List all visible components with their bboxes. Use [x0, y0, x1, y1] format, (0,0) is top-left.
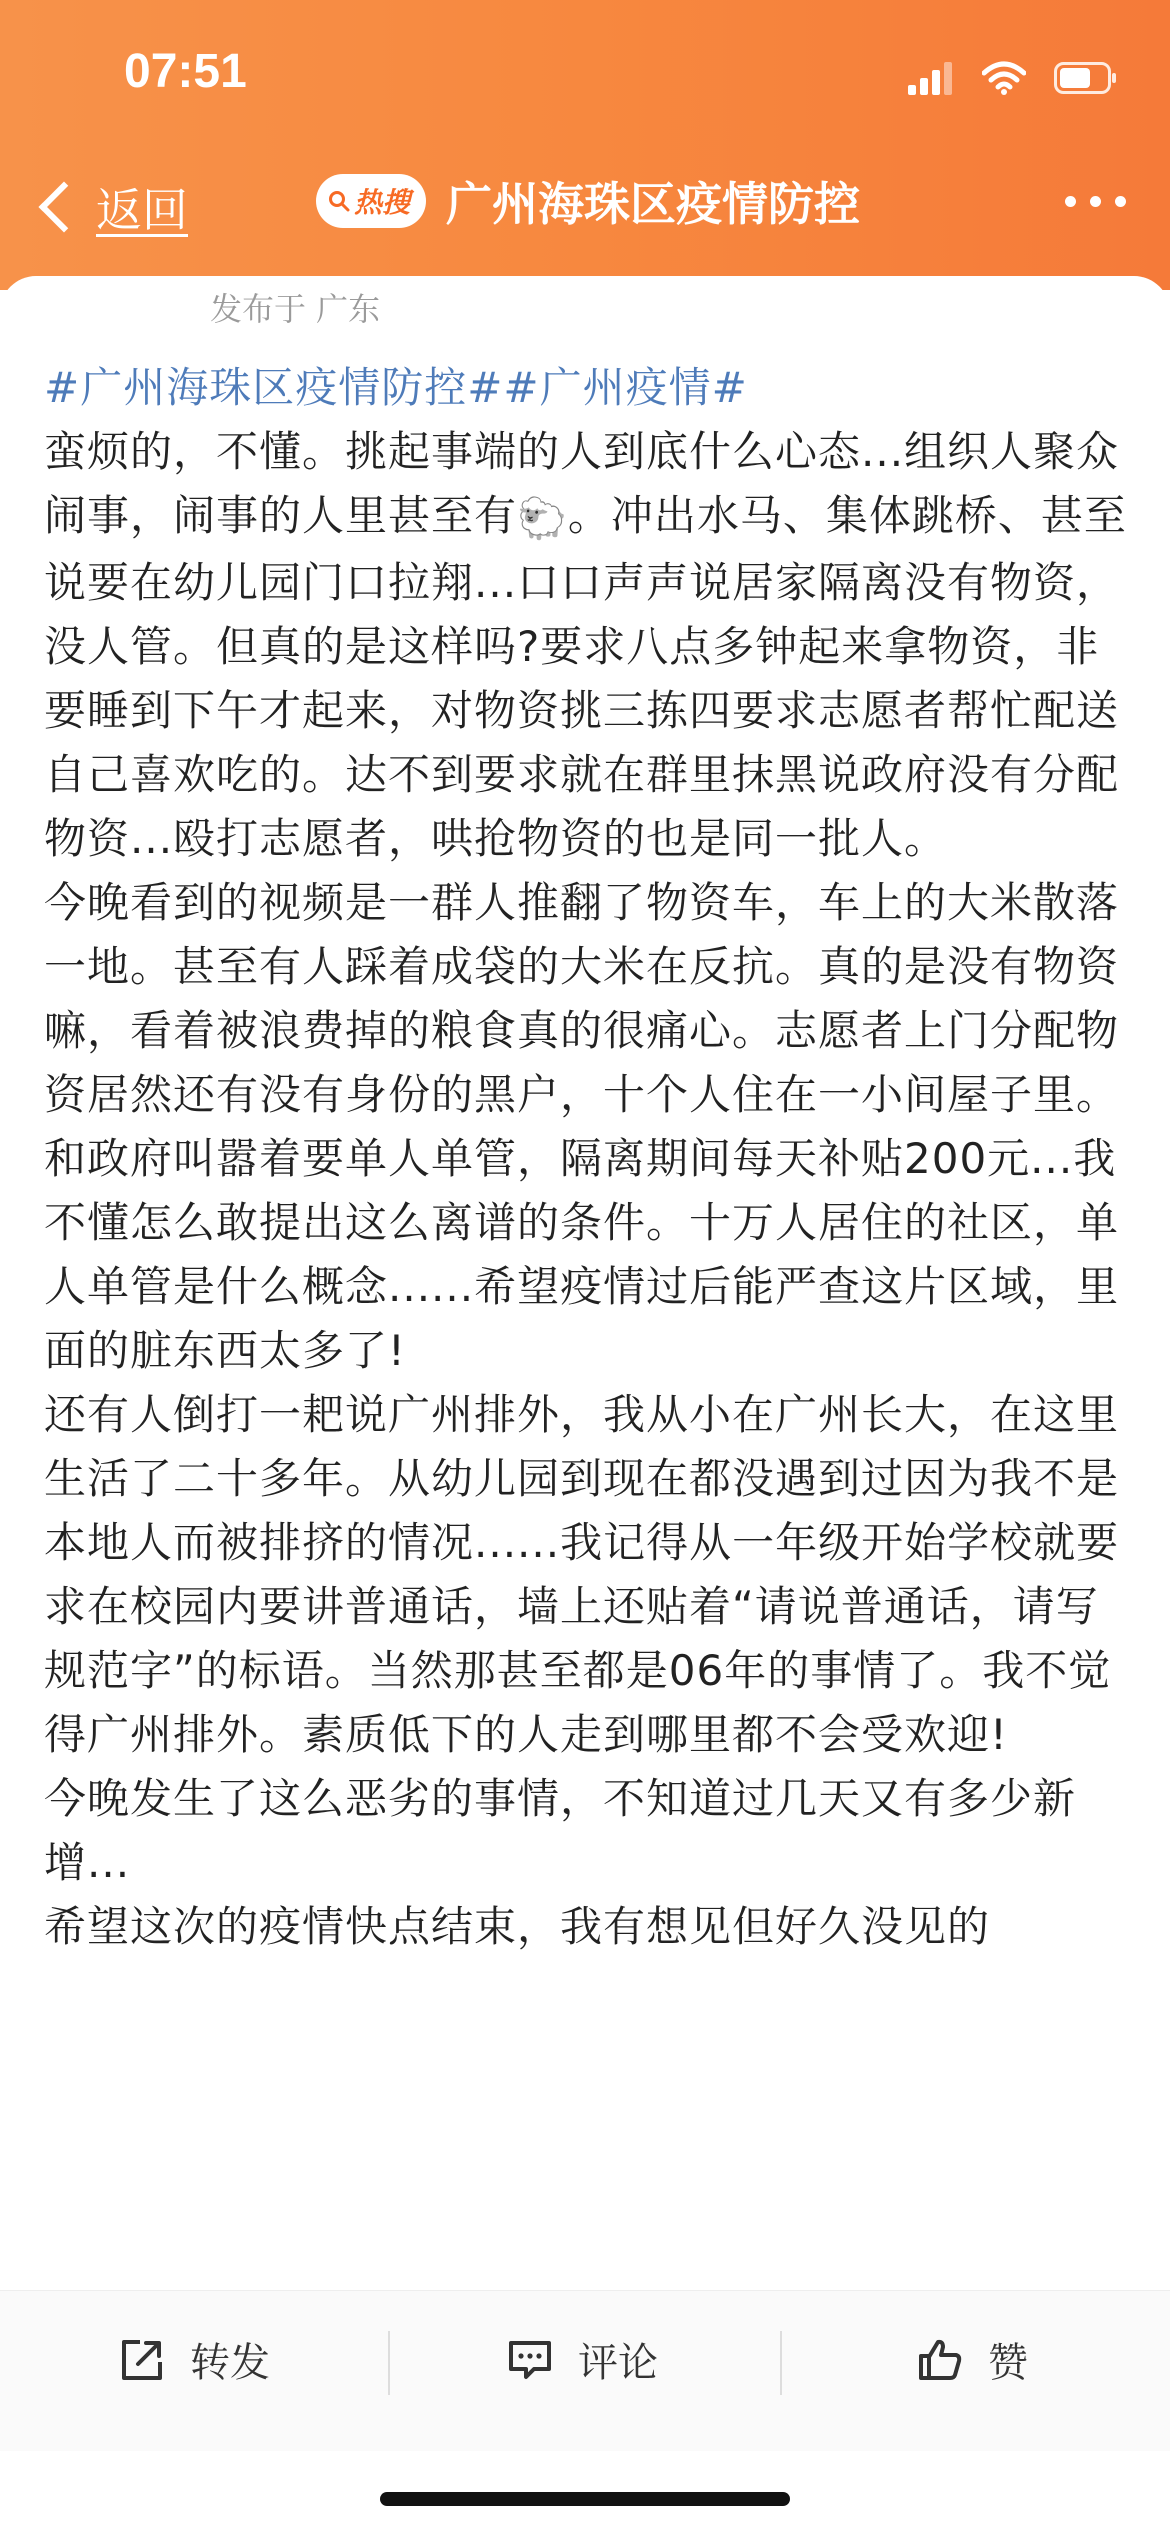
wifi-icon: [982, 61, 1026, 95]
app-header: [0, 0, 1170, 290]
more-dot-icon: [1090, 196, 1101, 207]
post-paragraph: 还有人倒打一耙说广州排外，我从小在广州长大，在这里生活了二十多年。从幼儿园到现在都没遇到过因为我不是本地人而被排挤的情况......我记得从一年级开始学校就要求在校园内要讲普通话，墙上还贴着“请说普通话，请写规范字”的标语。当然那甚至都是06年的事情了。我不觉得广州排外。素质低下的人走到哪里都不会受欢迎!: [44, 1389, 1120, 1759]
cellular-signal-icon: [908, 61, 954, 95]
chevron-left-icon: [39, 182, 90, 233]
repost-button[interactable]: [118, 2331, 270, 2388]
post-card: [0, 276, 1170, 2532]
repost-label: 转发: [190, 2340, 270, 2386]
post-body: [44, 356, 1134, 2380]
hot-tag-label: 热搜: [354, 186, 411, 219]
posted-location: 发布于 广东: [210, 290, 381, 328]
more-options-button[interactable]: [1065, 196, 1126, 207]
divider: [388, 2331, 390, 2395]
action-bar: [0, 2290, 1170, 2451]
like-button[interactable]: [916, 2331, 1028, 2388]
post-text: 蛮烦的，不懂。挑起事端的人到底什么心态...组织人聚众闹事，闹事的人里甚至有: [44, 427, 1120, 540]
post-text: 。冲出水马、集体跳桥、甚至说要在幼儿园门口拉翔...口口声声说居家隔离没有物资，没人管。但真的是这样吗?要求八点多钟起来拿物资，非要睡到下午才起来，对物资挑三拣四要求志愿者帮忙配送自己喜欢吃的。达不到要求就在群里抹黑说政府没有分配物资...殴打志愿者，哄抢物资的也是同一批人。: [44, 491, 1127, 863]
comment-icon: [506, 2336, 554, 2384]
back-button[interactable]: [34, 174, 188, 240]
nav-bar: [0, 160, 1170, 250]
post-paragraph: [44, 420, 1134, 871]
battery-icon: [1054, 62, 1118, 94]
post-paragraph: 今晚发生了这么恶劣的事情，不知道过几天又有多少新增...: [44, 1773, 1077, 1887]
hashtags[interactable]: #广州海珠区疫情防控##广州疫情#: [44, 363, 748, 412]
more-dot-icon: [1115, 196, 1126, 207]
status-time: 07:51: [124, 45, 247, 98]
sheep-icon: 🐑: [517, 495, 568, 542]
post-paragraph: 今晚看到的视频是一群人推翻了物资车，车上的大米散落一地。甚至有人踩着成袋的大米在反抗。真的是没有物资嘛，看着被浪费掉的粮食真的很痛心。志愿者上门分配物资居然还有没有身份的黑户，十个人住在一小间屋子里。和政府叫嚣着要单人单管，隔离期间每天补贴200元...我不懂怎么敢提出这么离谱的条件。十万人居住的社区，单人单管是什么概念......希望疫情过后能严查这片区域，里面的脏东西太多了!: [44, 877, 1120, 1375]
hot-search-tag[interactable]: [316, 174, 426, 228]
page-title: 广州海珠区疫情防控: [446, 177, 861, 231]
more-dot-icon: [1065, 196, 1076, 207]
status-icons: [908, 56, 1118, 100]
like-label: 赞: [988, 2340, 1028, 2386]
share-icon: [118, 2336, 166, 2384]
post-paragraph: 希望这次的疫情快点结束，我有想见但好久没见的: [44, 1901, 991, 1951]
thumbs-up-icon: [916, 2336, 964, 2384]
comment-label: 评论: [578, 2340, 658, 2386]
back-label: 返回: [96, 183, 188, 237]
home-indicator[interactable]: [380, 2492, 790, 2506]
search-icon: [328, 190, 350, 212]
nav-title-group[interactable]: [316, 168, 860, 234]
divider: [780, 2331, 782, 2395]
comment-button[interactable]: [506, 2331, 658, 2388]
